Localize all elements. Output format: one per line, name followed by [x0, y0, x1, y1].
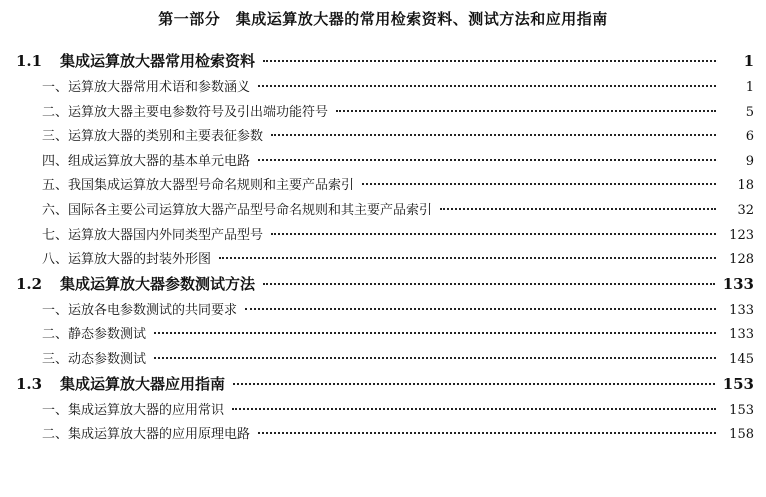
page-number: 32 — [737, 202, 754, 218]
dot-leader — [245, 308, 716, 310]
dot-leader — [154, 332, 716, 334]
page-number: 158 — [729, 427, 754, 443]
entry-title: 一、集成运算放大器的应用常识 — [42, 402, 225, 418]
toc-entry[interactable] — [0, 348, 766, 373]
section-number: 1.3 — [16, 374, 43, 393]
toc-entry[interactable] — [0, 101, 766, 126]
entry-title: 三、动态参数测试 — [42, 351, 147, 367]
entry-title: 二、静态参数测试 — [42, 327, 147, 343]
dot-leader — [271, 134, 716, 136]
entry-title: 六、国际各主要公司运算放大器产品型号命名规则和其主要产品索引 — [42, 202, 433, 218]
toc-section-1-3[interactable] — [0, 373, 766, 399]
page-number: 133 — [729, 327, 754, 343]
dot-leader — [232, 408, 716, 410]
entry-title: 八、运算放大器的封装外形图 — [42, 252, 212, 268]
toc-entry[interactable] — [0, 76, 766, 101]
dot-leader — [362, 183, 716, 185]
dot-leader — [258, 85, 716, 87]
section-title: 集成运算放大器常用检索资料 — [60, 52, 256, 70]
section-number: 1.1 — [16, 52, 43, 70]
entry-title: 一、运放各电参数测试的共同要求 — [42, 302, 238, 318]
page-number: 145 — [729, 351, 754, 367]
toc-entry[interactable] — [0, 224, 766, 249]
toc-entry[interactable] — [0, 299, 766, 324]
page-number: 9 — [745, 153, 754, 169]
section-number: 1.2 — [16, 274, 43, 293]
entry-title: 二、运算放大器主要电参数符号及引出端功能符号 — [42, 104, 329, 120]
toc-section-1-2[interactable] — [0, 273, 766, 299]
page-number: 18 — [737, 178, 754, 194]
toc-entry[interactable] — [0, 199, 766, 224]
page-number: 133 — [722, 274, 754, 293]
section-title: 集成运算放大器参数测试方法 — [60, 274, 256, 293]
toc-entry[interactable] — [0, 248, 766, 273]
page-number: 6 — [745, 129, 754, 145]
dot-leader — [258, 432, 716, 434]
dot-leader — [263, 60, 716, 62]
entry-title: 三、运算放大器的类别和主要表征参数 — [42, 129, 264, 145]
dot-leader — [263, 283, 715, 285]
dot-leader — [336, 110, 716, 112]
toc-entry[interactable] — [0, 399, 766, 424]
dot-leader — [219, 257, 716, 259]
section-title: 集成运算放大器应用指南 — [60, 374, 226, 393]
page-number: 133 — [729, 302, 754, 318]
toc-entry[interactable] — [0, 323, 766, 348]
toc-entry[interactable] — [0, 150, 766, 175]
page-number: 5 — [745, 104, 754, 120]
page-number: 123 — [729, 227, 754, 243]
toc-section-1-1[interactable] — [0, 50, 766, 76]
entry-title: 五、我国集成运算放大器型号命名规则和主要产品索引 — [42, 178, 355, 194]
dot-leader — [233, 383, 715, 385]
entry-title: 二、集成运算放大器的应用原理电路 — [42, 427, 251, 443]
toc-entry[interactable] — [0, 423, 766, 448]
page-number: 128 — [729, 252, 754, 268]
entry-title: 七、运算放大器国内外同类型产品型号 — [42, 227, 264, 243]
page-number: 153 — [729, 402, 754, 418]
page-number: 1 — [745, 80, 754, 95]
toc-entry[interactable] — [0, 174, 766, 199]
dot-leader — [258, 159, 716, 161]
page-number: 1 — [743, 52, 754, 70]
toc-entry[interactable] — [0, 125, 766, 150]
page-number: 153 — [722, 374, 754, 393]
dot-leader — [440, 208, 716, 210]
dot-leader — [154, 357, 716, 359]
entry-title: 四、组成运算放大器的基本单元电路 — [42, 153, 251, 169]
part-title: 第一部分 集成运算放大器的常用检索资料、测试方法和应用指南 — [158, 10, 608, 28]
entry-title: 一、运算放大器常用术语和参数涵义 — [42, 80, 251, 95]
table-of-contents — [0, 50, 766, 448]
dot-leader — [271, 233, 716, 235]
